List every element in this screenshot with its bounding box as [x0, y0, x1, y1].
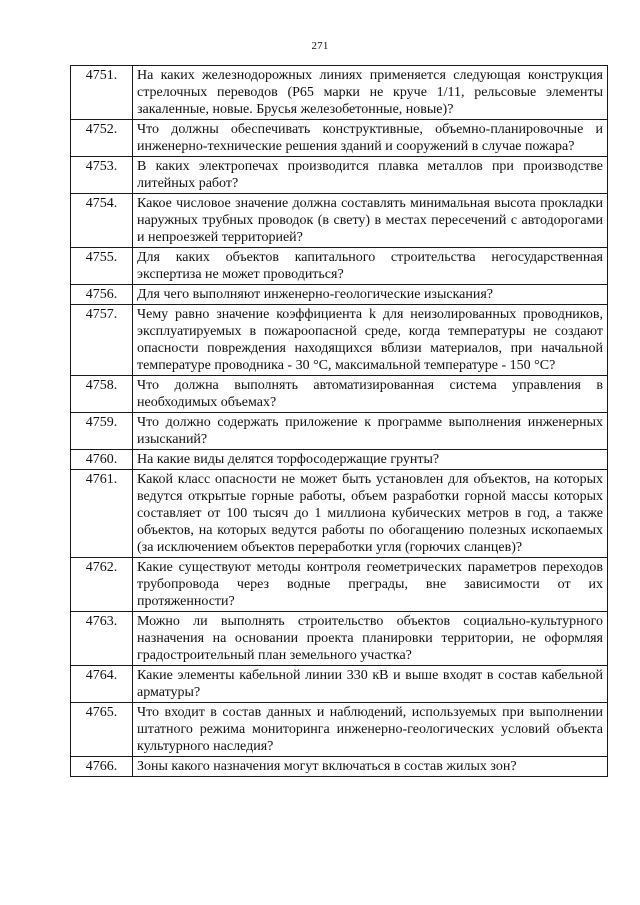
question-text: Какое числовое значение должна составлять минимальная высота прокладки наружных трубных проводок (в свету) в местах пересечений с автодорогами и непроезжей территорией?	[133, 194, 608, 248]
question-number: 4765.	[71, 703, 133, 757]
question-text: В каких электропечах производится плавка металлов при производстве литейных работ?	[133, 157, 608, 194]
question-number: 4756.	[71, 285, 133, 305]
question-number: 4755.	[71, 248, 133, 285]
question-text: Какие существуют методы контроля геометрических параметров переходов трубопровода через водные преграды, вне зависимости от их протяженности?	[133, 558, 608, 612]
question-number: 4757.	[71, 305, 133, 376]
question-text: Можно ли выполнять строительство объектов социально-культурного назначения на основании проекта планировки территории, не оформляя градостроительный план земельного участка?	[133, 612, 608, 666]
page-number: 271	[311, 40, 329, 52]
table-row	[71, 66, 608, 120]
questions-table-body	[71, 66, 608, 777]
table-row	[71, 376, 608, 413]
table-row	[71, 413, 608, 450]
table-row	[71, 285, 608, 305]
question-number: 4766.	[71, 757, 133, 777]
question-number: 4752.	[71, 120, 133, 157]
table-row	[71, 558, 608, 612]
question-number: 4754.	[71, 194, 133, 248]
question-text: Что должно содержать приложение к программе выполнения инженерных изысканий?	[133, 413, 608, 450]
table-row	[71, 305, 608, 376]
question-number: 4751.	[71, 66, 133, 120]
table-row	[71, 757, 608, 777]
question-number: 4763.	[71, 612, 133, 666]
question-number: 4759.	[71, 413, 133, 450]
question-text: Чему равно значение коэффициента k для неизолированных проводников, эксплуатируемых в пожароопасной среде, когда температуры не создают опасности повреждения находящихся вблизи материалов, при начальной температуре проводника - 30 °С, максимальной температуре - 150 °С?	[133, 305, 608, 376]
question-text: На какие виды делятся торфосодержащие грунты?	[133, 450, 608, 470]
question-text: Какие элементы кабельной линии 330 кВ и выше входят в состав кабельной арматуры?	[133, 666, 608, 703]
table-row	[71, 612, 608, 666]
question-text: Что должны обеспечивать конструктивные, объемно-планировочные и инженерно-технические решения зданий и сооружений в случае пожара?	[133, 120, 608, 157]
question-number: 4758.	[71, 376, 133, 413]
table-row	[71, 703, 608, 757]
question-text: Что входит в состав данных и наблюдений, используемых при выполнении штатного режима мониторинга инженерно-геологических условий объекта культурного наследия?	[133, 703, 608, 757]
question-number: 4762.	[71, 558, 133, 612]
questions-table	[70, 65, 608, 777]
question-number: 4760.	[71, 450, 133, 470]
question-text: Для чего выполняют инженерно-геологические изыскания?	[133, 285, 608, 305]
table-row	[71, 450, 608, 470]
question-text: Какой класс опасности не может быть установлен для объектов, на которых ведутся открытые горные работы, объем разработки горной массы которых составляет от 100 тысяч до 1 миллиона кубических метров в год, а также объектов, на которых ведутся работы по обогащению полезных ископаемых (за исключением объектов переработки угля (горючих сланцев)?	[133, 470, 608, 558]
table-row	[71, 248, 608, 285]
question-text: На каких железнодорожных линиях применяется следующая конструкция стрелочных переводов (Р65 марки не круче 1/11, рельсовые элементы закаленные, новые. Брусья железобетонные, новые)?	[133, 66, 608, 120]
question-text: Для каких объектов капитального строительства негосударственная экспертиза не может проводиться?	[133, 248, 608, 285]
table-row	[71, 120, 608, 157]
table-row	[71, 470, 608, 558]
table-row	[71, 157, 608, 194]
question-text: Зоны какого назначения могут включаться в состав жилых зон?	[133, 757, 608, 777]
table-row	[71, 666, 608, 703]
question-number: 4761.	[71, 470, 133, 558]
question-text: Что должна выполнять автоматизированная система управления в необходимых объемах?	[133, 376, 608, 413]
question-number: 4764.	[71, 666, 133, 703]
table-row	[71, 194, 608, 248]
question-number: 4753.	[71, 157, 133, 194]
